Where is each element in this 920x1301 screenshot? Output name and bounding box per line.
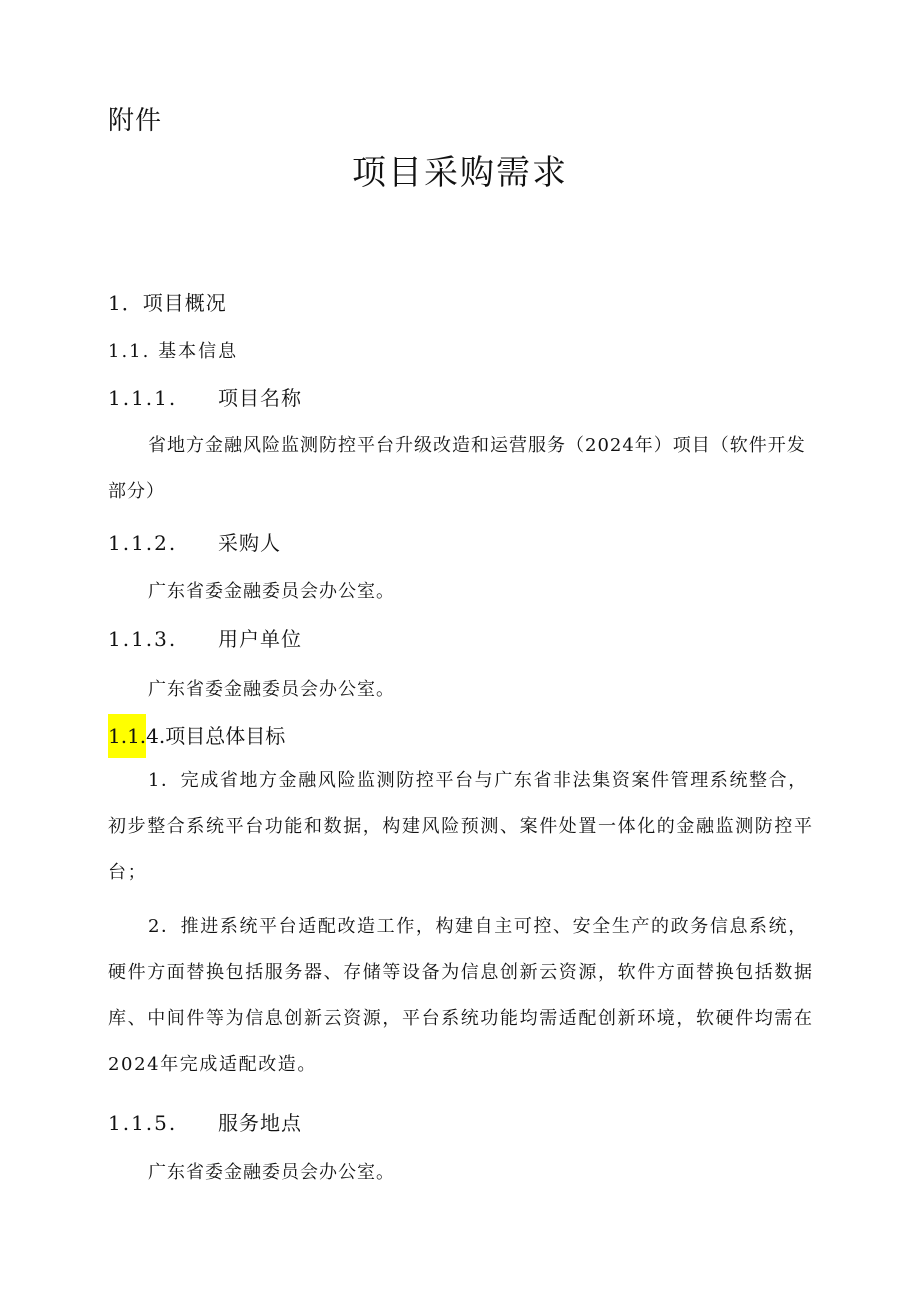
section-label: 项目总体目标 [165, 724, 286, 748]
section-1-1-5-heading [108, 1107, 302, 1136]
user-unit-text: 广东省委金融委员会办公室。 [148, 679, 395, 700]
section-1-1-2-heading [108, 527, 281, 556]
document-title: 项目采购需求 [352, 153, 568, 193]
section-1-1-3-heading [108, 623, 302, 652]
section-label: 项目名称 [218, 386, 302, 410]
section-number-rest: 4. [146, 724, 166, 748]
purchaser-text: 广东省委金融委员会办公室。 [148, 581, 395, 602]
section-1-1-heading: 1.1. 基本信息 [108, 341, 239, 362]
section-1-heading: 1．项目概况 [108, 291, 227, 315]
goal-1-paragraph: 1．完成省地方金融风险监测防控平台与广东省非法集资案件管理系统整合，初步整合系统平台功能和数据，构建风险预测、案件处置一体化的金融监测防控平台； [108, 770, 814, 883]
section-1-1-4-heading [108, 720, 285, 749]
section-number: 1.1.2. [108, 531, 178, 555]
highlighted-section-number: 1.1. [108, 714, 146, 758]
section-1-1-1-heading [108, 382, 302, 411]
section-number: 1.1.3. [108, 627, 178, 651]
section-number: 1.1.5. [108, 1111, 178, 1135]
section-label: 用户单位 [218, 627, 302, 651]
section-label: 服务地点 [218, 1111, 302, 1135]
goal-2-paragraph: 2．推进系统平台适配改造工作，构建自主可控、安全生产的政务信息系统，硬件方面替换包括服务器、存储等设备为信息创新云资源，软件方面替换包括数据库、中间件等为信息创新云资源，平台系统功能均需适配创新环境，软硬件均需在2024年完成适配改造。 [108, 916, 814, 1075]
annex-label: 附件 [108, 106, 163, 136]
section-label: 采购人 [218, 531, 281, 555]
project-name-paragraph: 省地方金融风险监测防控平台升级改造和运营服务（2024年）项目（软件开发部分） [108, 435, 806, 502]
section-number: 1.1.1. [108, 386, 178, 410]
service-location-text: 广东省委金融委员会办公室。 [148, 1162, 395, 1183]
